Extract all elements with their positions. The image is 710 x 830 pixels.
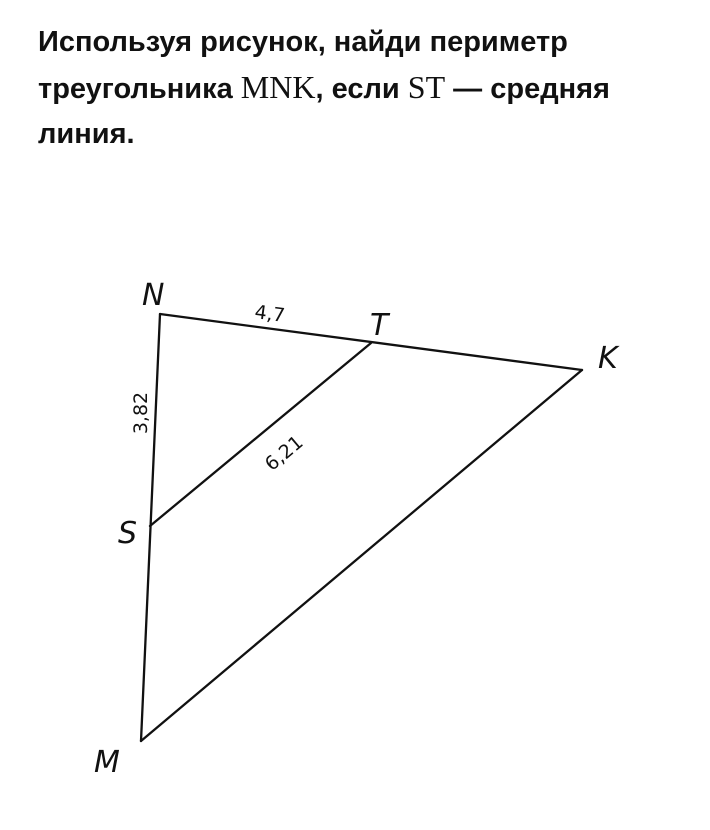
problem-text-part1: Используя рисунок, найди периметр треугольника bbox=[38, 26, 568, 105]
vertex-label-t: T bbox=[370, 308, 389, 343]
vertex-label-s: S bbox=[118, 516, 138, 551]
problem-text-part2: , если bbox=[315, 73, 400, 105]
side-nm bbox=[141, 314, 160, 741]
triangle-name: MNK bbox=[240, 69, 316, 105]
length-label-ns: 3,82 bbox=[130, 391, 152, 435]
midline-st bbox=[150, 343, 371, 526]
side-mk bbox=[141, 370, 582, 741]
problem-text-part3: — средняя линия. bbox=[38, 73, 610, 150]
vertex-label-n: N bbox=[142, 278, 165, 313]
length-label-nt: 4,7 bbox=[253, 301, 287, 327]
vertex-label-k: K bbox=[598, 341, 618, 376]
segment-name: ST bbox=[407, 69, 446, 105]
length-label-st: 6,21 bbox=[260, 431, 308, 476]
vertex-label-m: M bbox=[94, 745, 120, 780]
